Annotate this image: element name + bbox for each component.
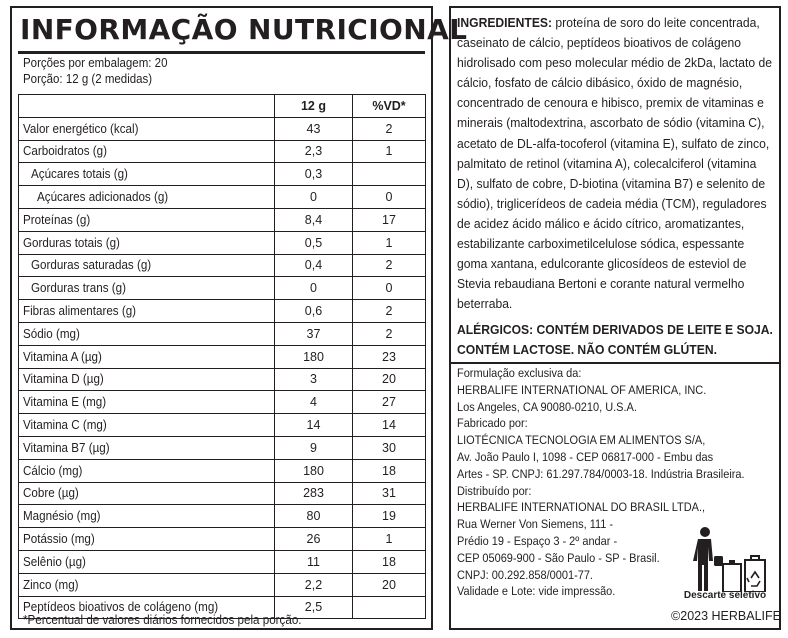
table-row: [19, 391, 426, 414]
table-row: [19, 231, 426, 254]
nutrient-daily-value: 23: [353, 345, 426, 368]
manufacturer-line: Validade e Lote: vide impressão.: [457, 584, 616, 599]
nutrient-daily-value: 2: [353, 322, 426, 345]
nutrient-label-text: Zinco (mg): [23, 577, 79, 592]
nutrient-label: [19, 436, 275, 459]
allergens-statement: ALÉRGICOS: CONTÉM DERIVADOS DE LEITE E SOJA. CONTÉM LACTOSE. NÃO CONTÉM GLÚTEN.: [457, 322, 773, 357]
nutrient-amount: 4: [275, 391, 353, 414]
servings-per-pack: Porções por embalagem: 20: [23, 56, 168, 70]
nutrient-amount: 2,5: [275, 596, 353, 619]
nutrient-label: [19, 368, 275, 391]
table-row: [19, 459, 426, 482]
nutrient-label: [19, 231, 275, 254]
table-row: [19, 117, 426, 140]
nutrient-label-text: Vitamina D (µg): [23, 372, 104, 387]
nutrient-daily-value: 19: [353, 505, 426, 528]
nutrient-daily-value: 18: [353, 459, 426, 482]
manufacturer-line: Prédio 19 - Espaço 3 - 2º andar -: [457, 533, 618, 548]
nutrient-daily-value: 20: [353, 573, 426, 596]
nutrient-label: [19, 459, 275, 482]
nutrient-label: [19, 117, 275, 140]
table-row: [19, 482, 426, 505]
nutrient-label-text: Fibras alimentares (g): [23, 304, 137, 319]
nutrient-label: [19, 550, 275, 573]
nutrient-amount: 0: [275, 186, 353, 209]
nutrient-daily-value: 27: [353, 391, 426, 414]
nutrient-amount: 26: [275, 528, 353, 551]
nutrient-label-text: Açúcares adicionados (g): [37, 190, 169, 205]
nutrient-daily-value: 17: [353, 208, 426, 231]
nutrient-daily-value: 0: [353, 277, 426, 300]
nutrient-amount: 43: [275, 117, 353, 140]
nutrient-daily-value: 30: [353, 436, 426, 459]
nutrient-label: [19, 254, 275, 277]
daily-value-footnote: *Percentual de valores diários fornecidos pela porção.: [23, 613, 302, 627]
nutrient-label: [19, 482, 275, 505]
manufacturer-line: Distribuído por:: [457, 483, 532, 498]
table-row: [19, 163, 426, 186]
table-row: [19, 436, 426, 459]
copyright-notice: ©2023 HERBALIFE: [671, 609, 781, 623]
nutrient-amount: 0,3: [275, 163, 353, 186]
nutrient-amount: 80: [275, 505, 353, 528]
nutrient-label: [19, 414, 275, 437]
nutrient-amount: 283: [275, 482, 353, 505]
table-row: [19, 140, 426, 163]
table-header-row: [19, 95, 426, 118]
table-row: [19, 550, 426, 573]
manufacturer-line: Los Angeles, CA 90080-0210, U.S.A.: [457, 399, 637, 414]
manufacturer-line: HERBALIFE INTERNATIONAL DO BRASIL LTDA.,: [457, 500, 706, 515]
nutrient-label-text: Carboidratos (g): [23, 144, 108, 159]
recycling-disposal-icon: [689, 526, 773, 592]
nutrient-amount: 3: [275, 368, 353, 391]
manufacturer-line: CNPJ: 00.292.858/0001-77.: [457, 567, 593, 582]
ingredients-text: [457, 13, 774, 314]
nutrient-label-text: Sódio (mg): [23, 326, 80, 341]
manufacturer-line: Av. João Paulo I, 1098 - CEP 06817-000 - Embu das: [457, 449, 714, 464]
nutrition-table-body: [19, 117, 426, 619]
nutrient-label: [19, 300, 275, 323]
nutrient-label-text: Potássio (mg): [23, 532, 95, 547]
nutrient-amount: 11: [275, 550, 353, 573]
table-row: [19, 322, 426, 345]
manufacturer-line: HERBALIFE INTERNATIONAL OF AMERICA, INC.: [457, 382, 707, 397]
nutrient-amount: 8,4: [275, 208, 353, 231]
nutrient-label: [19, 345, 275, 368]
nutrient-label-text: Proteínas (g): [23, 212, 91, 227]
nutrient-amount: 9: [275, 436, 353, 459]
nutrient-label: [19, 186, 275, 209]
nutrient-label: [19, 391, 275, 414]
nutrient-daily-value: 1: [353, 140, 426, 163]
nutrient-amount: 2,3: [275, 140, 353, 163]
nutrient-label: [19, 163, 275, 186]
table-row: [19, 345, 426, 368]
nutrient-label-text: Vitamina E (mg): [23, 395, 107, 410]
nutrient-label-text: Vitamina C (mg): [23, 418, 107, 433]
nutrient-daily-value: 1: [353, 528, 426, 551]
title-divider: [18, 51, 425, 54]
manufacturer-line: Artes - SP. CNPJ: 61.297.784/0003-18. Indústria Brasileira.: [457, 466, 745, 481]
nutrient-daily-value: 2: [353, 117, 426, 140]
nutrient-daily-value: 14: [353, 414, 426, 437]
column-header-amount: 12 g: [275, 95, 353, 118]
nutrient-label: [19, 140, 275, 163]
nutrition-table: [18, 94, 426, 619]
nutrient-daily-value: 2: [353, 300, 426, 323]
nutrient-label-text: Gorduras saturadas (g): [31, 258, 152, 273]
table-row: [19, 300, 426, 323]
nutrient-label: [19, 573, 275, 596]
table-row: [19, 208, 426, 231]
disposal-label: Descarte seletivo: [683, 590, 767, 601]
nutrient-amount: 0: [275, 277, 353, 300]
nutrient-label: [19, 528, 275, 551]
nutrient-label-text: Vitamina B7 (µg): [23, 440, 110, 455]
nutrition-facts-panel: [10, 6, 468, 630]
column-header-nutrient: [19, 95, 275, 118]
ingredients-list: proteína de soro do leite concentrada, caseinato de cálcio, peptídeos bioativos de colágeno hidrolisado com peso molecular médio de 2kDa, lactato de cálcio, fosfato de cálcio dibásico, óxido de magnésio, concentrado de cenoura e hibisco, premix de vitaminas e minerais (maltodextrina, ascorbato de sódio (vitamina C), acetato de DL-alfa-tocoferol (vitamina E), sulfato de zinco, palmitato de retinol (vitamina A), colecalciferol (vitamina D), sulfato de cobre, D-biotina (vitamina B7) e selenito de sódio), triglicerídeos de cadeia média (TCM), reguladores de acidez ácido málico e ácido cítrico, aromatizantes, estabilizante carboximetilcelulose sódica, espessante goma xantana, edulcorante glicosídeos de esteviol de Stevia rebaudiana Bertoni e corante natural vermelho beterraba.: [457, 15, 772, 312]
nutrient-label-text: Cálcio (mg): [23, 463, 83, 478]
nutrient-daily-value: 0: [353, 186, 426, 209]
nutrient-amount: 180: [275, 345, 353, 368]
nutrient-amount: 0,6: [275, 300, 353, 323]
ingredients-panel: [449, 6, 781, 630]
nutrient-label: [19, 277, 275, 300]
nutrient-label-text: Magnésio (mg): [23, 509, 101, 524]
nutrient-daily-value: 20: [353, 368, 426, 391]
table-row: [19, 368, 426, 391]
table-row: [19, 505, 426, 528]
manufacturer-line: Formulação exclusiva da:: [457, 366, 582, 380]
manufacturer-line: Fabricado por:: [457, 416, 528, 431]
nutrient-daily-value: [353, 163, 426, 186]
manufacturer-line: LIOTÉCNICA TECNOLOGIA EM ALIMENTOS S/A,: [457, 433, 706, 448]
nutrient-amount: 14: [275, 414, 353, 437]
nutrient-label-text: Peptídeos bioativos de colágeno (mg): [23, 600, 219, 615]
nutrition-title: INFORMAÇÃO NUTRICIONAL: [20, 13, 468, 46]
table-row: [19, 573, 426, 596]
manufacturer-line: CEP 05069-900 - São Paulo - SP - Brasil.: [457, 550, 660, 565]
table-row: [19, 254, 426, 277]
section-divider: [451, 362, 779, 364]
nutrient-daily-value: 31: [353, 482, 426, 505]
table-row: [19, 277, 426, 300]
table-row: [19, 186, 426, 209]
nutrient-label-text: Gorduras trans (g): [31, 281, 126, 296]
nutrient-amount: 180: [275, 459, 353, 482]
nutrient-label-text: Valor energético (kcal): [23, 121, 139, 136]
manufacturer-line: Rua Werner Von Siemens, 111 -: [457, 517, 614, 532]
nutrient-amount: 0,5: [275, 231, 353, 254]
nutrient-amount: 37: [275, 322, 353, 345]
nutrient-label-text: Gorduras totais (g): [23, 235, 120, 250]
table-row: [19, 414, 426, 437]
nutrient-label-text: Selênio (µg): [23, 554, 86, 569]
nutrient-daily-value: 18: [353, 550, 426, 573]
nutrient-label-text: Açúcares totais (g): [31, 167, 128, 182]
nutrient-label: [19, 208, 275, 231]
nutrient-daily-value: [353, 596, 426, 619]
ingredients-heading: INGREDIENTES:: [457, 15, 553, 30]
nutrient-label-text: Vitamina A (µg): [23, 349, 102, 364]
nutrient-label: [19, 505, 275, 528]
nutrient-amount: 2,2: [275, 573, 353, 596]
nutrient-amount: 0,4: [275, 254, 353, 277]
serving-size: Porção: 12 g (2 medidas): [23, 72, 153, 86]
column-header-daily-value: %VD*: [353, 95, 426, 118]
nutrient-daily-value: 1: [353, 231, 426, 254]
nutrient-label: [19, 322, 275, 345]
nutrient-label-text: Cobre (µg): [23, 486, 79, 501]
table-row: [19, 528, 426, 551]
nutrient-daily-value: 2: [353, 254, 426, 277]
